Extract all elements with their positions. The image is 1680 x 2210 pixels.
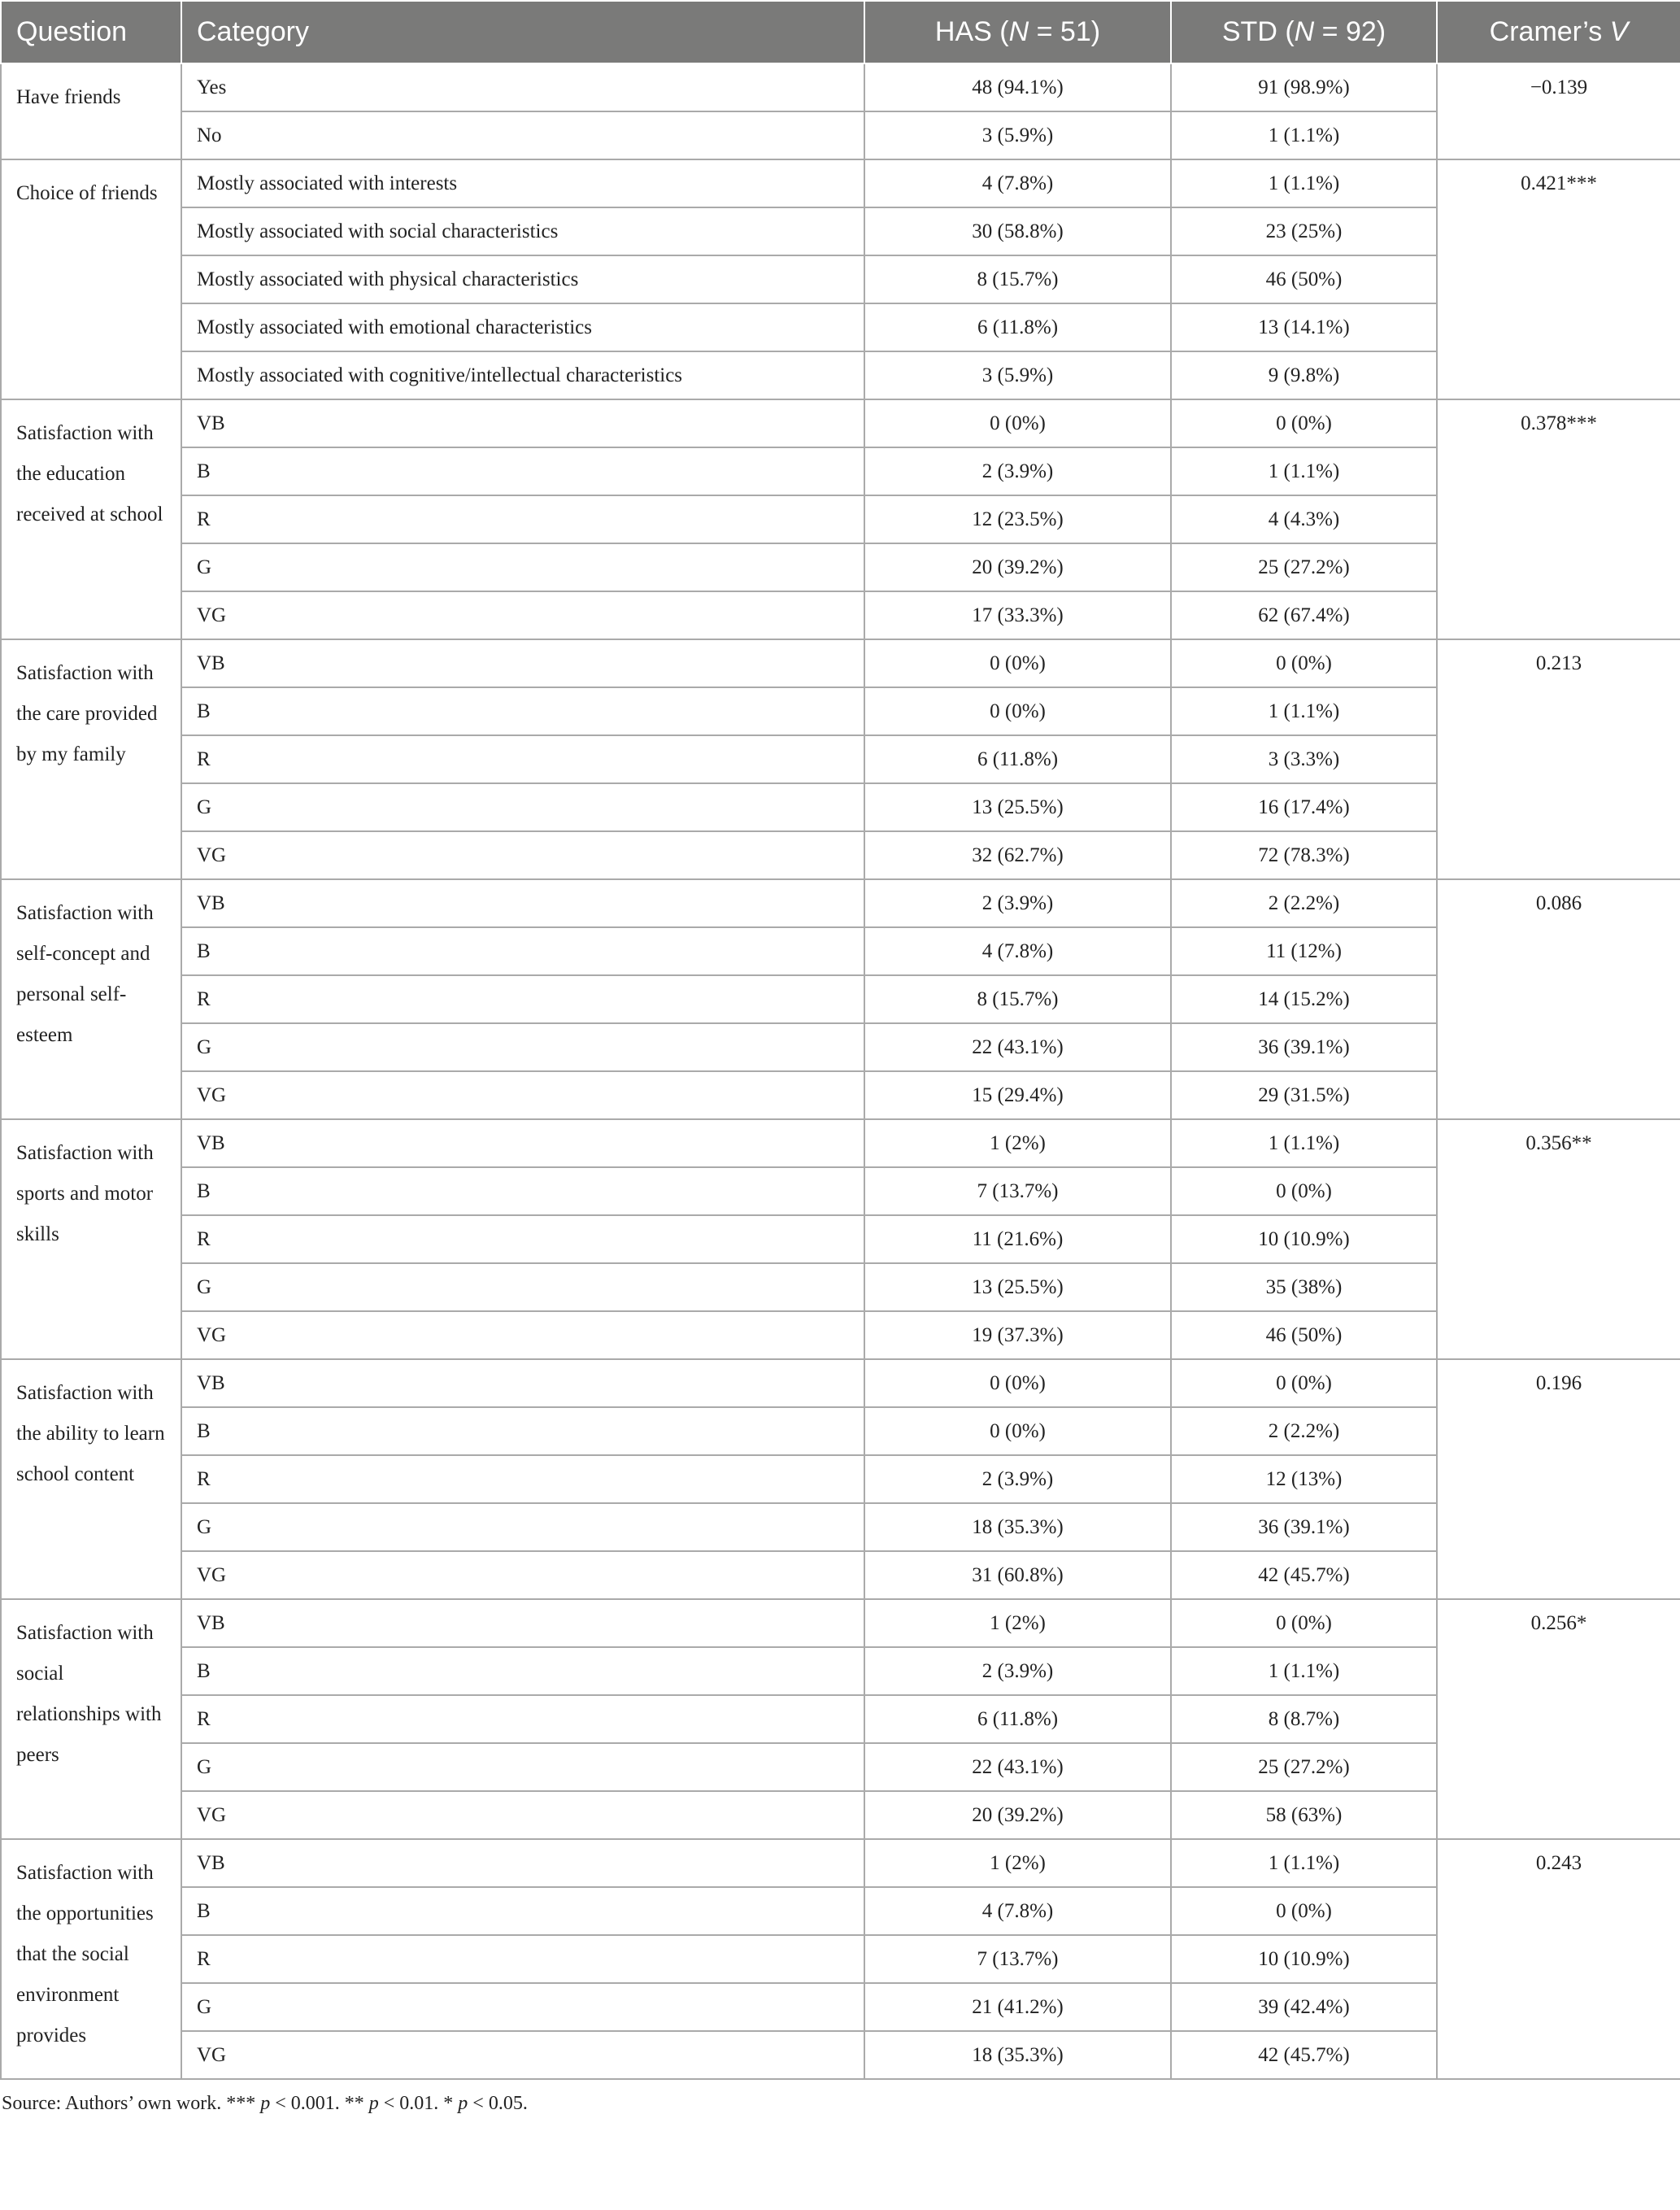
category-cell: VB xyxy=(181,639,864,687)
has-value-cell: 1 (2%) xyxy=(864,1119,1171,1167)
std-value-cell: 58 (63%) xyxy=(1171,1791,1437,1839)
table-row xyxy=(1,975,1680,1023)
table-row xyxy=(1,351,1680,399)
category-cell: No xyxy=(181,111,864,159)
table-row xyxy=(1,1215,1680,1263)
category-cell: VG xyxy=(181,831,864,879)
table-row xyxy=(1,1071,1680,1119)
table-row xyxy=(1,735,1680,783)
category-cell: G xyxy=(181,543,864,591)
has-value-cell: 1 (2%) xyxy=(864,1839,1171,1887)
table-row xyxy=(1,591,1680,639)
has-value-cell: 6 (11.8%) xyxy=(864,303,1171,351)
category-cell: B xyxy=(181,927,864,975)
category-cell: VG xyxy=(181,1311,864,1359)
has-value-cell: 4 (7.8%) xyxy=(864,927,1171,975)
category-cell: G xyxy=(181,1983,864,2031)
cramers-v-cell: 0.086 xyxy=(1437,879,1680,1119)
has-value-cell: 19 (37.3%) xyxy=(864,1311,1171,1359)
category-cell: R xyxy=(181,1215,864,1263)
has-value-cell: 13 (25.5%) xyxy=(864,783,1171,831)
std-value-cell: 13 (14.1%) xyxy=(1171,303,1437,351)
question-cell: Satisfaction with social relationships with peers xyxy=(1,1599,181,1839)
category-cell: G xyxy=(181,1263,864,1311)
std-value-cell: 1 (1.1%) xyxy=(1171,111,1437,159)
table-row xyxy=(1,1359,1680,1407)
has-value-cell: 22 (43.1%) xyxy=(864,1743,1171,1791)
std-value-cell: 14 (15.2%) xyxy=(1171,975,1437,1023)
table-row xyxy=(1,1551,1680,1599)
std-value-cell: 16 (17.4%) xyxy=(1171,783,1437,831)
has-value-cell: 20 (39.2%) xyxy=(864,1791,1171,1839)
question-cell: Choice of friends xyxy=(1,159,181,399)
category-cell: G xyxy=(181,783,864,831)
category-cell: Mostly associated with cognitive/intellectual characteristics xyxy=(181,351,864,399)
table-row xyxy=(1,1167,1680,1215)
has-value-cell: 2 (3.9%) xyxy=(864,1647,1171,1695)
has-value-cell: 18 (35.3%) xyxy=(864,1503,1171,1551)
std-value-cell: 12 (13%) xyxy=(1171,1455,1437,1503)
category-cell: R xyxy=(181,1695,864,1743)
std-value-cell: 36 (39.1%) xyxy=(1171,1503,1437,1551)
table-row xyxy=(1,1935,1680,1983)
has-value-cell: 13 (25.5%) xyxy=(864,1263,1171,1311)
header-cramer: Cramer’s V xyxy=(1437,1,1680,63)
std-value-cell: 25 (27.2%) xyxy=(1171,1743,1437,1791)
std-value-cell: 23 (25%) xyxy=(1171,207,1437,255)
table-row xyxy=(1,831,1680,879)
category-cell: VB xyxy=(181,1119,864,1167)
has-value-cell: 2 (3.9%) xyxy=(864,1455,1171,1503)
std-value-cell: 0 (0%) xyxy=(1171,1599,1437,1647)
has-value-cell: 0 (0%) xyxy=(864,1359,1171,1407)
table-row xyxy=(1,1503,1680,1551)
std-value-cell: 29 (31.5%) xyxy=(1171,1071,1437,1119)
has-value-cell: 7 (13.7%) xyxy=(864,1935,1171,1983)
question-cell: Satisfaction with the care provided by my family xyxy=(1,639,181,879)
table-row xyxy=(1,447,1680,495)
table-row xyxy=(1,879,1680,927)
std-value-cell: 42 (45.7%) xyxy=(1171,1551,1437,1599)
category-cell: VG xyxy=(181,1791,864,1839)
has-value-cell: 20 (39.2%) xyxy=(864,543,1171,591)
table-row xyxy=(1,207,1680,255)
table-row xyxy=(1,687,1680,735)
table-row xyxy=(1,399,1680,447)
has-value-cell: 2 (3.9%) xyxy=(864,879,1171,927)
category-cell: R xyxy=(181,1935,864,1983)
std-value-cell: 0 (0%) xyxy=(1171,399,1437,447)
cramers-v-cell: 0.256* xyxy=(1437,1599,1680,1839)
has-value-cell: 48 (94.1%) xyxy=(864,63,1171,111)
table-row xyxy=(1,63,1680,111)
std-value-cell: 10 (10.9%) xyxy=(1171,1935,1437,1983)
has-value-cell: 4 (7.8%) xyxy=(864,159,1171,207)
cramers-v-cell: 0.243 xyxy=(1437,1839,1680,2079)
has-value-cell: 7 (13.7%) xyxy=(864,1167,1171,1215)
std-value-cell: 0 (0%) xyxy=(1171,639,1437,687)
table-row xyxy=(1,1311,1680,1359)
std-value-cell: 1 (1.1%) xyxy=(1171,159,1437,207)
has-value-cell: 1 (2%) xyxy=(864,1599,1171,1647)
category-cell: VB xyxy=(181,399,864,447)
std-value-cell: 0 (0%) xyxy=(1171,1167,1437,1215)
std-value-cell: 35 (38%) xyxy=(1171,1263,1437,1311)
category-cell: B xyxy=(181,1407,864,1455)
category-cell: G xyxy=(181,1023,864,1071)
category-cell: VG xyxy=(181,591,864,639)
cramers-v-cell: 0.196 xyxy=(1437,1359,1680,1599)
table-row xyxy=(1,1599,1680,1647)
question-cell: Have friends xyxy=(1,63,181,159)
category-cell: VB xyxy=(181,1839,864,1887)
category-cell: B xyxy=(181,1647,864,1695)
has-value-cell: 21 (41.2%) xyxy=(864,1983,1171,2031)
cramers-v-cell: 0.356** xyxy=(1437,1119,1680,1359)
std-value-cell: 46 (50%) xyxy=(1171,255,1437,303)
table-row xyxy=(1,1407,1680,1455)
cramers-v-cell: −0.139 xyxy=(1437,63,1680,159)
category-cell: B xyxy=(181,687,864,735)
has-value-cell: 8 (15.7%) xyxy=(864,975,1171,1023)
table-body xyxy=(1,63,1680,2079)
category-cell: R xyxy=(181,735,864,783)
header-category: Category xyxy=(181,1,864,63)
table-row xyxy=(1,1263,1680,1311)
has-value-cell: 17 (33.3%) xyxy=(864,591,1171,639)
has-value-cell: 3 (5.9%) xyxy=(864,351,1171,399)
table-row xyxy=(1,639,1680,687)
has-value-cell: 30 (58.8%) xyxy=(864,207,1171,255)
has-value-cell: 15 (29.4%) xyxy=(864,1071,1171,1119)
std-value-cell: 3 (3.3%) xyxy=(1171,735,1437,783)
table-header xyxy=(1,1,1680,63)
category-cell: G xyxy=(181,1743,864,1791)
has-value-cell: 2 (3.9%) xyxy=(864,447,1171,495)
table-row xyxy=(1,1791,1680,1839)
category-cell: B xyxy=(181,447,864,495)
std-value-cell: 9 (9.8%) xyxy=(1171,351,1437,399)
question-cell: Satisfaction with self-concept and personal self-esteem xyxy=(1,879,181,1119)
std-value-cell: 11 (12%) xyxy=(1171,927,1437,975)
table-row xyxy=(1,1119,1680,1167)
table-row xyxy=(1,111,1680,159)
std-value-cell: 1 (1.1%) xyxy=(1171,1647,1437,1695)
category-cell: Yes xyxy=(181,63,864,111)
category-cell: R xyxy=(181,495,864,543)
question-cell: Satisfaction with the opportunities that the social environment provides xyxy=(1,1839,181,2079)
std-value-cell: 72 (78.3%) xyxy=(1171,831,1437,879)
category-cell: Mostly associated with emotional characteristics xyxy=(181,303,864,351)
category-cell: VB xyxy=(181,879,864,927)
table-row xyxy=(1,255,1680,303)
std-value-cell: 2 (2.2%) xyxy=(1171,1407,1437,1455)
table-row xyxy=(1,495,1680,543)
category-cell: VG xyxy=(181,1551,864,1599)
has-value-cell: 12 (23.5%) xyxy=(864,495,1171,543)
category-cell: Mostly associated with interests xyxy=(181,159,864,207)
table-row xyxy=(1,303,1680,351)
has-value-cell: 31 (60.8%) xyxy=(864,1551,1171,1599)
table-row xyxy=(1,2031,1680,2079)
header-has: HAS (N = 51) xyxy=(864,1,1171,63)
category-cell: G xyxy=(181,1503,864,1551)
category-cell: VB xyxy=(181,1359,864,1407)
table-row xyxy=(1,1647,1680,1695)
std-value-cell: 62 (67.4%) xyxy=(1171,591,1437,639)
question-cell: Satisfaction with the ability to learn school content xyxy=(1,1359,181,1599)
has-value-cell: 0 (0%) xyxy=(864,639,1171,687)
std-value-cell: 36 (39.1%) xyxy=(1171,1023,1437,1071)
std-value-cell: 1 (1.1%) xyxy=(1171,1839,1437,1887)
has-value-cell: 32 (62.7%) xyxy=(864,831,1171,879)
table-row xyxy=(1,1455,1680,1503)
has-value-cell: 0 (0%) xyxy=(864,687,1171,735)
header-row xyxy=(1,1,1680,63)
has-value-cell: 22 (43.1%) xyxy=(864,1023,1171,1071)
has-value-cell: 6 (11.8%) xyxy=(864,1695,1171,1743)
std-value-cell: 2 (2.2%) xyxy=(1171,879,1437,927)
table-row xyxy=(1,1695,1680,1743)
table-row xyxy=(1,159,1680,207)
category-cell: VG xyxy=(181,1071,864,1119)
category-cell: Mostly associated with physical characteristics xyxy=(181,255,864,303)
has-value-cell: 0 (0%) xyxy=(864,399,1171,447)
header-std: STD (N = 92) xyxy=(1171,1,1437,63)
header-question: Question xyxy=(1,1,181,63)
table-row xyxy=(1,1839,1680,1887)
std-value-cell: 91 (98.9%) xyxy=(1171,63,1437,111)
category-cell: VG xyxy=(181,2031,864,2079)
category-cell: R xyxy=(181,1455,864,1503)
has-value-cell: 8 (15.7%) xyxy=(864,255,1171,303)
table-row xyxy=(1,1983,1680,2031)
has-value-cell: 18 (35.3%) xyxy=(864,2031,1171,2079)
table-row xyxy=(1,783,1680,831)
has-value-cell: 3 (5.9%) xyxy=(864,111,1171,159)
std-value-cell: 39 (42.4%) xyxy=(1171,1983,1437,2031)
table-row xyxy=(1,1743,1680,1791)
category-cell: B xyxy=(181,1167,864,1215)
category-cell: Mostly associated with social characteristics xyxy=(181,207,864,255)
std-value-cell: 46 (50%) xyxy=(1171,1311,1437,1359)
std-value-cell: 42 (45.7%) xyxy=(1171,2031,1437,2079)
has-value-cell: 6 (11.8%) xyxy=(864,735,1171,783)
std-value-cell: 1 (1.1%) xyxy=(1171,447,1437,495)
std-value-cell: 1 (1.1%) xyxy=(1171,687,1437,735)
table-row xyxy=(1,1887,1680,1935)
table-row xyxy=(1,543,1680,591)
cramers-v-cell: 0.378*** xyxy=(1437,399,1680,639)
std-value-cell: 0 (0%) xyxy=(1171,1359,1437,1407)
question-cell: Satisfaction with sports and motor skills xyxy=(1,1119,181,1359)
has-value-cell: 11 (21.6%) xyxy=(864,1215,1171,1263)
table-row xyxy=(1,1023,1680,1071)
has-value-cell: 4 (7.8%) xyxy=(864,1887,1171,1935)
category-cell: B xyxy=(181,1887,864,1935)
question-cell: Satisfaction with the education received at school xyxy=(1,399,181,639)
has-value-cell: 0 (0%) xyxy=(864,1407,1171,1455)
std-value-cell: 25 (27.2%) xyxy=(1171,543,1437,591)
std-value-cell: 4 (4.3%) xyxy=(1171,495,1437,543)
cramers-v-cell: 0.213 xyxy=(1437,639,1680,879)
category-cell: R xyxy=(181,975,864,1023)
source-note: Source: Authors’ own work. *** p < 0.001. ** p < 0.01. * p < 0.05. xyxy=(2,2093,528,2114)
std-value-cell: 10 (10.9%) xyxy=(1171,1215,1437,1263)
cramers-v-cell: 0.421*** xyxy=(1437,159,1680,399)
std-value-cell: 8 (8.7%) xyxy=(1171,1695,1437,1743)
std-value-cell: 1 (1.1%) xyxy=(1171,1119,1437,1167)
table-row xyxy=(1,927,1680,975)
category-cell: VB xyxy=(181,1599,864,1647)
std-value-cell: 0 (0%) xyxy=(1171,1887,1437,1935)
